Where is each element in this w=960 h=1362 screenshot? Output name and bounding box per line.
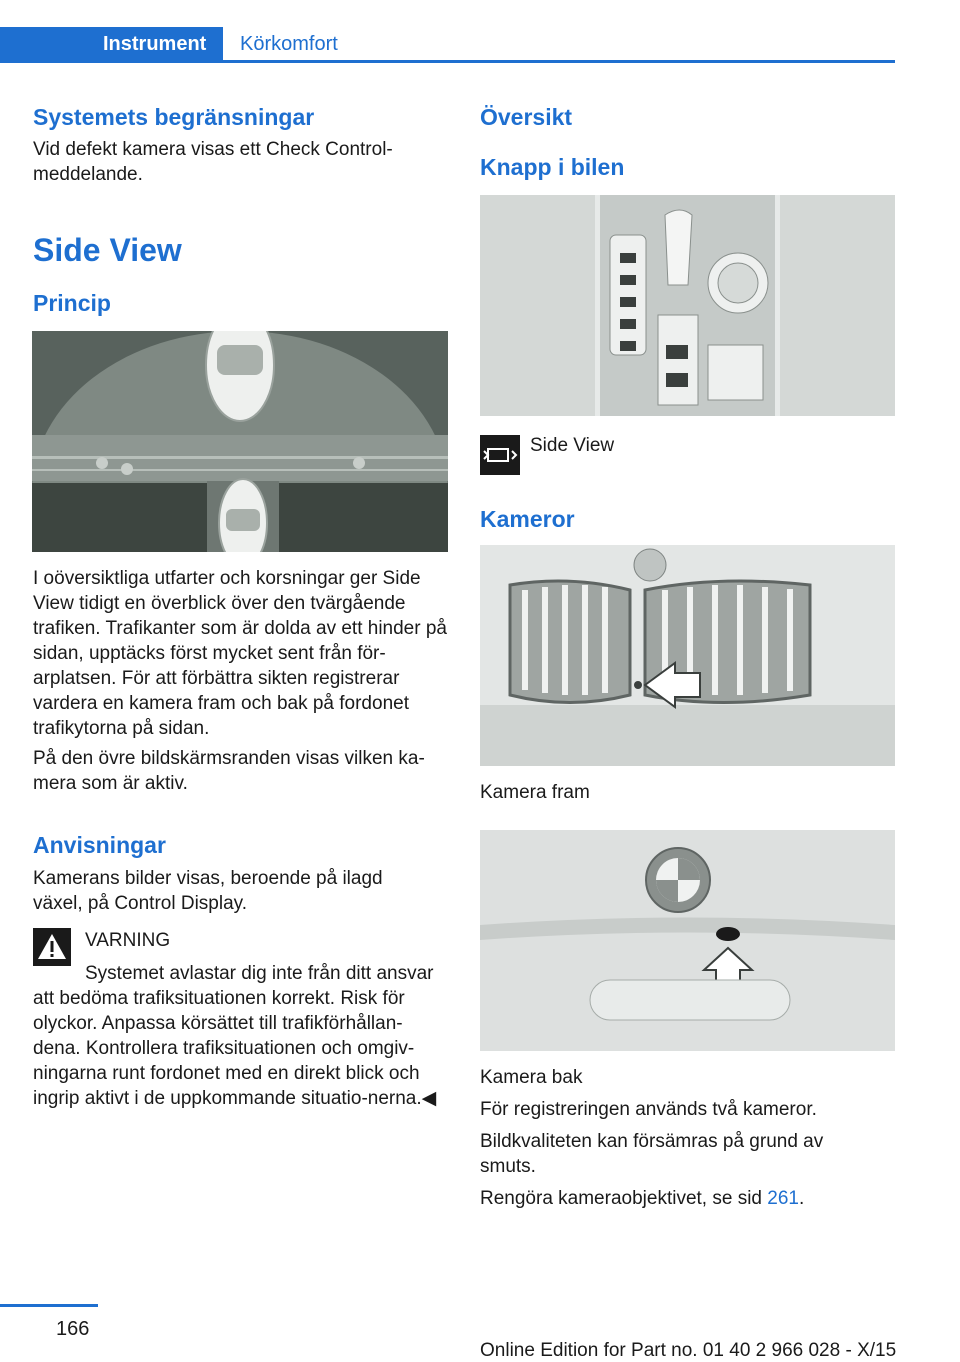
cameras-heading: Kameror [480, 506, 575, 532]
cameras-used-text: För registreringen används två kameror. [480, 1099, 817, 1120]
console-figure [480, 195, 895, 416]
section-title: Side View [33, 232, 182, 268]
rear-camera-figure [480, 830, 895, 1051]
tab-korkomfort-label[interactable]: Körkomfort [240, 33, 338, 55]
principle-heading: Princip [33, 290, 111, 316]
warning-text: Systemet avlastar dig inte från ditt ansvar att bedöma trafiksituationen korrekt. Risk för olyckor. Anpassa körsättet till trafikförhållan-dena. Kontrollera trafiksituationen och omgiv-ningarna runt fordonet med en direkt blick och ingrip aktivt i de uppkommande situatio-nerna.◀ [33, 963, 437, 1109]
side-view-icon [480, 435, 520, 475]
front-camera-caption: Kamera fram [480, 782, 590, 803]
limits-heading: Systemets begränsningar [33, 104, 315, 130]
page-link-261[interactable]: 261 [767, 1188, 799, 1209]
clean-text-prefix: Rengöra kameraobjektivet, se sid [480, 1188, 768, 1209]
rear-camera-caption: Kamera bak [480, 1067, 583, 1088]
limits-text: Vid defekt kamera visas ett Check Control-meddelande. [33, 139, 393, 185]
header-rule [0, 60, 895, 63]
notes-text: Kamerans bilder visas, beroende på ilagd växel, på Control Display. [33, 868, 383, 914]
side-view-button-label: Side View [530, 435, 615, 456]
page-number: 166 [56, 1318, 90, 1340]
tab-instrument-label[interactable]: Instrument [103, 33, 207, 55]
principle-paragraph-1: I oöversiktliga utfarter och korsningar ger Side View tidigt en överblick över den tvärgående trafiken. Trafikanter som är dolda av ett hinder på sidan, upptäcks först mycket sent från för-arplatsen. För att förbättra sikten registrerar vardera en kamera fram och bak på fordonet trafikytorna på sidan. [33, 568, 447, 739]
overview-heading: Översikt [480, 104, 573, 130]
notes-heading: Anvisningar [33, 832, 166, 858]
quality-text: Bildkvaliteten kan försämras på grund av smuts. [480, 1131, 824, 1177]
edition-text: Online Edition for Part no. 01 40 2 966 028 - X/15 [480, 1340, 897, 1361]
clean-text [480, 1186, 895, 1211]
principle-figure [32, 331, 448, 552]
button-heading: Knapp i bilen [480, 154, 625, 180]
front-camera-figure [480, 545, 895, 766]
warning-label: VARNING [85, 930, 171, 951]
principle-paragraph-2: På den övre bildskärmsranden visas vilken ka-mera som är aktiv. [33, 748, 425, 794]
clean-text-suffix: . [798, 1188, 805, 1209]
footer-rule [0, 1304, 98, 1307]
